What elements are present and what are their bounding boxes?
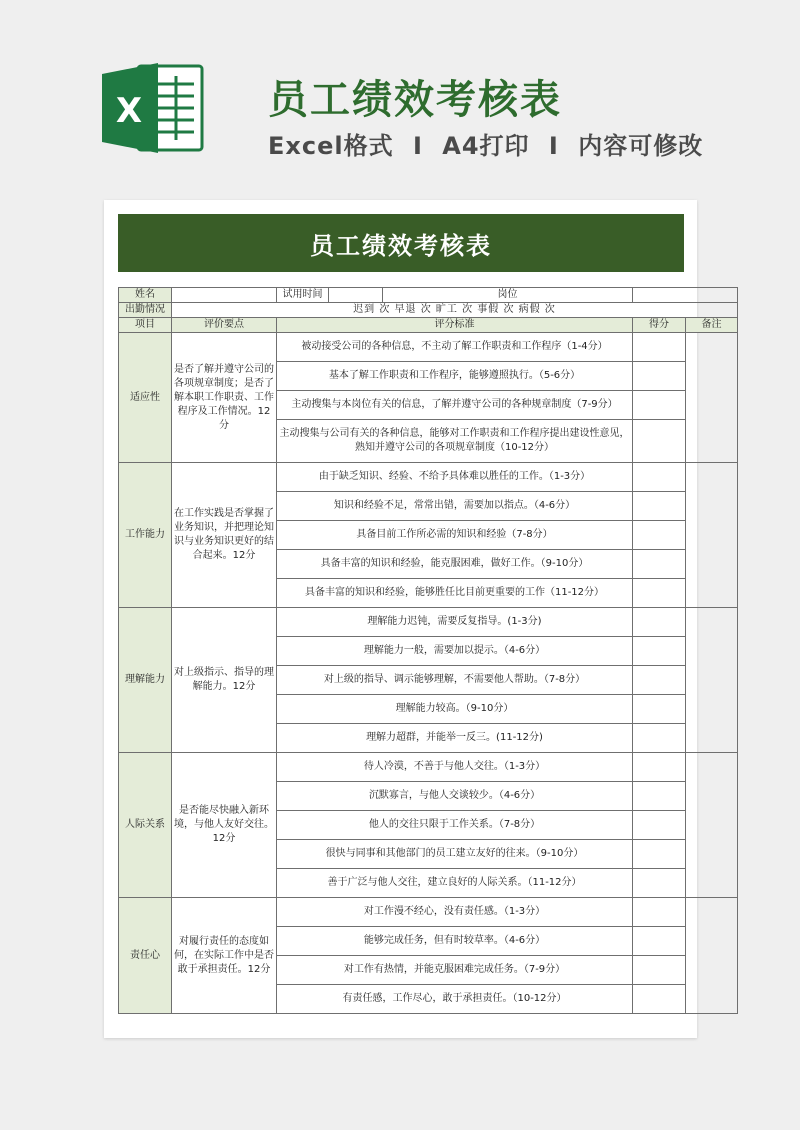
score-cell[interactable] — [633, 637, 686, 666]
score-cell[interactable] — [633, 753, 686, 782]
criteria-text: 有责任感，工作尽心，敢于承担责任。（10-12分） — [277, 985, 633, 1014]
score-cell[interactable] — [633, 550, 686, 579]
criteria-text: 理解力超群，并能举一反三。(11-12分) — [277, 724, 633, 753]
score-cell[interactable] — [633, 985, 686, 1014]
col-header-criteria: 评分标准 — [277, 318, 633, 333]
score-cell[interactable] — [633, 362, 686, 391]
score-cell[interactable] — [633, 927, 686, 956]
criteria-row — [119, 898, 738, 927]
score-cell[interactable] — [633, 333, 686, 362]
remark-cell[interactable] — [686, 898, 738, 1014]
score-cell[interactable] — [633, 724, 686, 753]
criteria-text: 主动搜集与本岗位有关的信息，了解并遵守公司的各种规章制度（7-9分） — [277, 391, 633, 420]
sheet-title-banner: 员工绩效考核表 — [118, 214, 684, 272]
subtitle-separator: I — [548, 132, 559, 160]
subtitle-format: Excel格式 — [268, 132, 394, 160]
info-row — [119, 288, 738, 303]
criteria-text: 由于缺乏知识、经验、不给予具体难以胜任的工作。（1-3分） — [277, 463, 633, 492]
name-label: 姓名 — [119, 288, 172, 303]
criteria-row — [119, 753, 738, 782]
score-cell[interactable] — [633, 608, 686, 637]
section-item: 适应性 — [119, 333, 172, 463]
trial-period-label: 试用时间 — [277, 288, 329, 303]
col-header-score: 得分 — [633, 318, 686, 333]
criteria-text: 具备丰富的知识和经验，能够胜任比目前更重要的工作（11-12分） — [277, 579, 633, 608]
score-cell[interactable] — [633, 666, 686, 695]
score-cell[interactable] — [633, 782, 686, 811]
criteria-text: 对上级的指导、调示能够理解，不需要他人帮助。（7-8分） — [277, 666, 633, 695]
section-item: 工作能力 — [119, 463, 172, 608]
score-cell[interactable] — [633, 463, 686, 492]
score-cell[interactable] — [633, 420, 686, 463]
criteria-text: 理解能力一般，需要加以提示。（4-6分） — [277, 637, 633, 666]
remark-cell[interactable] — [686, 753, 738, 898]
attendance-row — [119, 303, 738, 318]
remark-cell[interactable] — [686, 333, 738, 463]
section-key-points: 是否能尽快融入新环境，与他人友好交往。12分 — [172, 753, 277, 898]
col-header-remark: 备注 — [686, 318, 738, 333]
criteria-text: 理解能力较高。（9-10分） — [277, 695, 633, 724]
criteria-text: 理解能力迟钝，需要反复指导。(1-3分) — [277, 608, 633, 637]
attendance-label: 出勤情况 — [119, 303, 172, 318]
score-cell[interactable] — [633, 811, 686, 840]
svg-text:X: X — [115, 91, 143, 131]
section-item: 责任心 — [119, 898, 172, 1014]
name-value-cell[interactable] — [172, 288, 277, 303]
score-cell[interactable] — [633, 521, 686, 550]
criteria-text: 沉默寡言，与他人交谈较少。（4-6分） — [277, 782, 633, 811]
position-value-cell[interactable] — [633, 288, 738, 303]
score-cell[interactable] — [633, 956, 686, 985]
score-cell[interactable] — [633, 492, 686, 521]
criteria-text: 很快与同事和其他部门的员工建立友好的往来。（9-10分） — [277, 840, 633, 869]
section-item: 人际关系 — [119, 753, 172, 898]
criteria-text: 他人的交往只限于工作关系。（7-8分） — [277, 811, 633, 840]
section-key-points: 是否了解并遵守公司的各项规章制度；是否了解本职工作职责、工作程序及工作情况。12分 — [172, 333, 277, 463]
section-key-points: 在工作实践是否掌握了业务知识，并把理论知识与业务知识更好的结合起来。12分 — [172, 463, 277, 608]
attendance-fields[interactable]: 迟到 次 早退 次 旷工 次 事假 次 病假 次 — [172, 303, 738, 318]
subtitle-print: A4打印 — [442, 132, 530, 160]
criteria-text: 对工作有热情，并能克服困难完成任务。（7-9分） — [277, 956, 633, 985]
criteria-row — [119, 333, 738, 362]
criteria-text: 具备丰富的知识和经验，能克服困难，做好工作。（9-10分） — [277, 550, 633, 579]
remark-cell[interactable] — [686, 463, 738, 608]
score-cell[interactable] — [633, 898, 686, 927]
criteria-text: 主动搜集与公司有关的各种信息，能够对工作职责和工作程序提出建设性意见，熟知并遵守公司的各项规章制度（10-12分） — [277, 420, 633, 463]
criteria-row — [119, 608, 738, 637]
criteria-text: 知识和经验不足，常常出错，需要加以指点。（4-6分） — [277, 492, 633, 521]
section-item: 理解能力 — [119, 608, 172, 753]
page-title: 员工绩效考核表 — [268, 77, 562, 123]
criteria-text: 待人冷漠，不善于与他人交往。（1-3分） — [277, 753, 633, 782]
score-cell[interactable] — [633, 869, 686, 898]
criteria-text: 具备目前工作所必需的知识和经验（7-8分） — [277, 521, 633, 550]
score-cell[interactable] — [633, 579, 686, 608]
page-header — [0, 0, 800, 200]
column-header-row — [119, 318, 738, 333]
excel-icon — [100, 60, 206, 156]
criteria-text: 能够完成任务，但有时较草率。（4-6分） — [277, 927, 633, 956]
subtitle-editable: 内容可修改 — [578, 132, 704, 160]
score-cell[interactable] — [633, 391, 686, 420]
appraisal-table — [118, 287, 738, 1014]
score-cell[interactable] — [633, 695, 686, 724]
criteria-text: 基本了解工作职责和工作程序，能够遵照执行。（5-6分） — [277, 362, 633, 391]
subtitle-separator: I — [412, 132, 423, 160]
score-cell[interactable] — [633, 840, 686, 869]
page-subtitle — [268, 126, 703, 161]
position-label: 岗位 — [383, 288, 633, 303]
remark-cell[interactable] — [686, 608, 738, 753]
col-header-key-points: 评价要点 — [172, 318, 277, 333]
trial-period-value-cell[interactable] — [329, 288, 383, 303]
criteria-text: 对工作漫不经心，没有责任感。（1-3分） — [277, 898, 633, 927]
criteria-row — [119, 463, 738, 492]
section-key-points: 对履行责任的态度如何，在实际工作中是否敢于承担责任。12分 — [172, 898, 277, 1014]
col-header-item: 项目 — [119, 318, 172, 333]
section-key-points: 对上级指示、指导的理解能力。12分 — [172, 608, 277, 753]
criteria-text: 善于广泛与他人交往，建立良好的人际关系。（11-12分） — [277, 869, 633, 898]
criteria-text: 被动接受公司的各种信息，不主动了解工作职责和工作程序（1-4分） — [277, 333, 633, 362]
form-sheet — [104, 200, 722, 1038]
